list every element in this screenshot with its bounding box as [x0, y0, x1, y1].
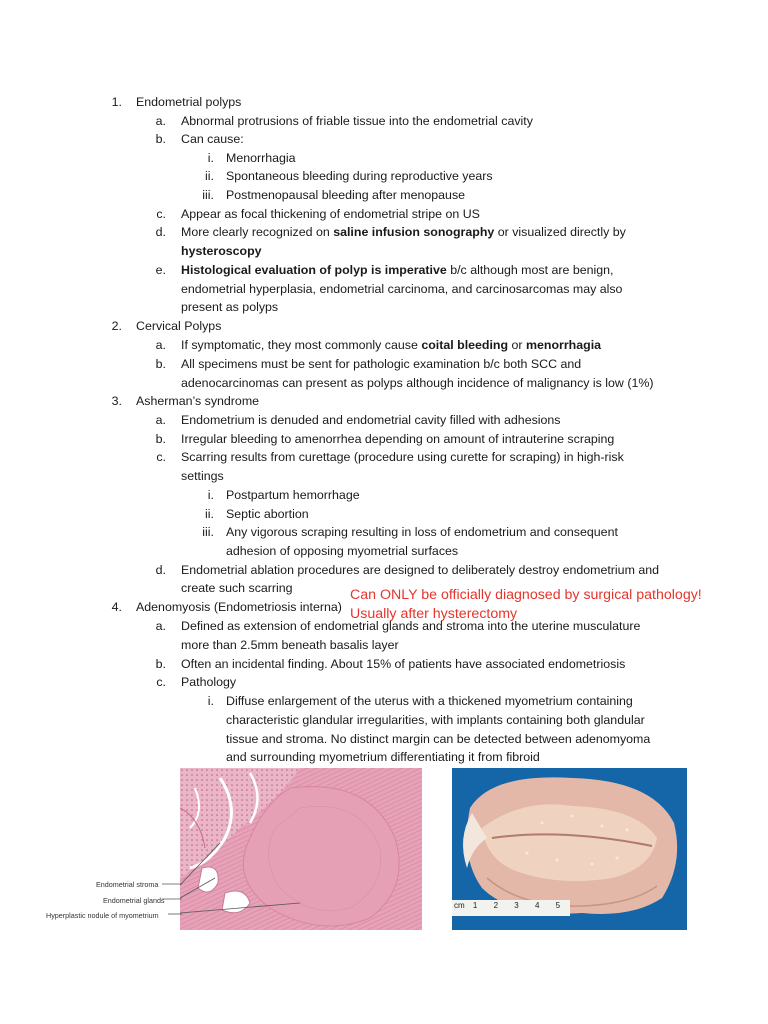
bullet-text: hysteroscopy: [181, 244, 262, 258]
sub-bullet-text: characteristic glandular irregularities, with implants containing both glandular: [226, 713, 645, 727]
bullet-text: endometrial hyperplasia, endometrial carcinoma, and carcinosarcomas may also: [181, 282, 623, 296]
annotation-note: Usually after hysterectomy: [350, 606, 518, 622]
item-marker: d.: [155, 225, 166, 239]
bullet-text: create such scarring: [181, 581, 293, 595]
sub-bullet-text: adhesion of opposing myometrial surfaces: [226, 544, 459, 558]
item-number: 3.: [111, 394, 122, 408]
label-endometrial-stroma: Endometrial stroma: [96, 880, 159, 889]
ruler-tick: 2: [493, 901, 499, 910]
item-marker: a.: [155, 114, 166, 128]
bullet-text: Pathology: [181, 675, 237, 689]
sub-bullet-text: Postpartum hemorrhage: [226, 488, 360, 502]
section-title: Endometrial polyps: [136, 95, 242, 109]
item-marker: c.: [156, 675, 166, 689]
section-title: Cervical Polyps: [136, 319, 222, 333]
sub-bullet-text: Diffuse enlargement of the uterus with a thickened myometrium containing: [226, 694, 633, 708]
bullet-text: Appear as focal thickening of endometrial stripe on US: [181, 207, 480, 221]
label-leader-lines: [162, 882, 182, 918]
bullet-text: Endometrium is denuded and endometrial cavity filled with adhesions: [181, 413, 561, 427]
bullet-text: All specimens must be sent for pathologic examination b/c both SCC and: [181, 357, 582, 371]
bullet-text: adenocarcinomas can present as polyps although incidence of malignancy is low (1%): [181, 376, 654, 390]
sub-bullet-text: and surrounding myometrium differentiating it from fibroid: [226, 750, 540, 764]
scale-ruler: [454, 901, 560, 910]
bullet-text: Irregular bleeding to amenorrhea depending on amount of intrauterine scraping: [181, 432, 615, 446]
sub-bullet-text: Septic abortion: [226, 507, 309, 521]
item-number: 1.: [111, 95, 122, 109]
bullet-text: Scarring results from curettage (procedure using curette for scraping) in high-risk: [181, 450, 624, 464]
label-hyperplastic-nodule: Hyperplastic nodule of myometrium: [46, 911, 159, 920]
item-marker: b.: [155, 657, 166, 671]
item-marker: b.: [155, 132, 166, 146]
section-title: Asherman’s syndrome: [136, 394, 260, 408]
sub-bullet-text: tissue and stroma. No distinct margin can be detected between adenomyoma: [226, 732, 651, 746]
item-marker: ii.: [205, 507, 214, 521]
item-marker: a.: [155, 338, 166, 352]
histology-svg: [180, 768, 422, 930]
item-marker: iii.: [202, 188, 214, 202]
ruler-tick: 1: [472, 901, 478, 910]
sub-bullet-text: Postmenopausal bleeding after menopause: [226, 188, 466, 202]
item-marker: c.: [156, 450, 166, 464]
item-marker: ii.: [205, 169, 214, 183]
sub-bullet-text: Any vigorous scraping resulting in loss of endometrium and consequent: [226, 525, 618, 539]
sub-bullet-text: Menorrhagia: [226, 151, 296, 165]
ruler-tick: 5: [555, 901, 561, 910]
label-endometrial-glands: Endometrial glands: [103, 896, 165, 905]
bullet-text: Defined as extension of endometrial glands and stroma into the uterine musculature: [181, 619, 641, 633]
item-marker: d.: [155, 563, 166, 577]
item-number: 2.: [111, 319, 122, 333]
ruler-tick: 4: [534, 901, 540, 910]
bullet-text: More clearly recognized on saline infusion sonography or visualized directly by: [181, 225, 626, 239]
item-marker: c.: [156, 207, 166, 221]
item-marker: b.: [155, 432, 166, 446]
section-title: Adenomyosis (Endometriosis interna): [136, 600, 342, 614]
item-marker: i.: [207, 151, 214, 165]
bullet-text: settings: [181, 469, 224, 483]
uterus-specimen-image: [452, 768, 687, 930]
bullet-text: present as polyps: [181, 300, 279, 314]
ruler-tick: 3: [514, 901, 519, 910]
bullet-text: Can cause:: [181, 132, 244, 146]
bullet-text: Histological evaluation of polyp is imperative b/c although most are benign,: [181, 263, 614, 277]
annotation-note: Can ONLY be officially diagnosed by surgical pathology!: [350, 587, 702, 603]
bullet-text: Endometrial ablation procedures are designed to deliberately destroy endometrium and: [181, 563, 660, 577]
histology-image: [180, 768, 422, 930]
item-marker: b.: [155, 357, 166, 371]
bullet-text: Often an incidental finding. About 15% of patients have associated endometriosis: [181, 657, 626, 671]
item-marker: i.: [207, 694, 214, 708]
bullet-text: If symptomatic, they most commonly cause coital bleeding or menorrhagia: [181, 338, 602, 352]
bullet-text: more than 2.5mm beneath basalis layer: [181, 638, 399, 652]
item-marker: iii.: [202, 525, 214, 539]
item-marker: a.: [155, 413, 166, 427]
bullet-text: Abnormal protrusions of friable tissue into the endometrial cavity: [181, 114, 533, 128]
item-marker: i.: [207, 488, 214, 502]
sub-bullet-text: Spontaneous bleeding during reproductive years: [226, 169, 493, 183]
item-marker: e.: [155, 263, 166, 277]
item-marker: a.: [155, 619, 166, 633]
item-number: 4.: [111, 600, 122, 614]
ruler-unit: cm: [454, 901, 465, 910]
